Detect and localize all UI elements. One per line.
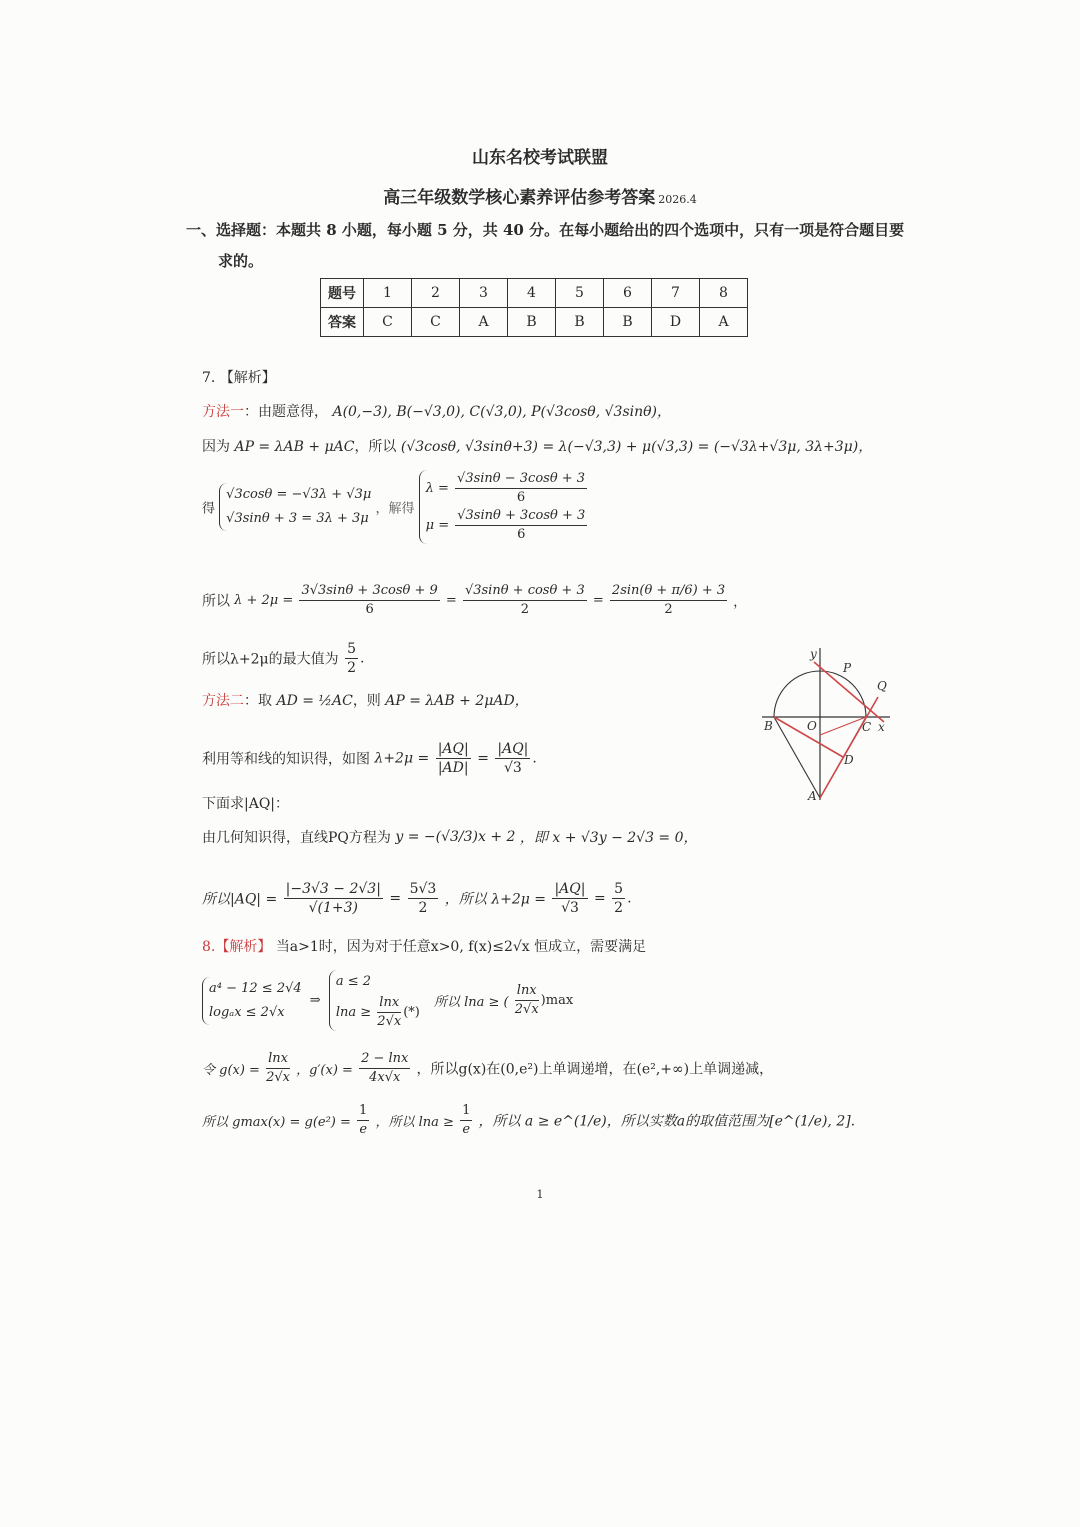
geometry-figure (752, 640, 902, 810)
fraction: $\frac{2\sin(\theta + \pi/6) + 3}{2}$ (611, 583, 726, 617)
table-row-answers (321, 308, 748, 337)
table-cell: A (460, 308, 508, 337)
table-cell: 8 (700, 279, 748, 308)
method2-label: 方法二 (202, 693, 244, 709)
method1-intro: ：由题意得， (244, 404, 328, 420)
table-cell: B (604, 308, 652, 337)
vector-equation-2: (√3cosθ, √3sinθ+3) = λ(−√3,3) + μ(√3,3) = (−√3λ+√3μ, 3λ+3μ)， (400, 439, 873, 455)
method1-points: A(0,−3), B(−√3,0), C(√3,0), P(√3cosθ, √3sinθ)， (332, 404, 672, 420)
q7-system-line (202, 470, 589, 544)
q8-final-line (202, 1102, 855, 1139)
q7-geometry-line (202, 827, 698, 847)
subtitle-text: 高三年级数学核心素养评估参考答案 (383, 188, 656, 208)
table-cell: C (412, 308, 460, 337)
max-text: 所以λ+2μ的最大值为 (202, 651, 339, 668)
method2-ad: AD = ½AC (276, 693, 353, 709)
solve-text: ，解得 (375, 501, 415, 517)
equation-row: √3cosθ = −√3λ + √3μ (226, 487, 372, 502)
line-equation: y = −(√3/3)x + 2 (395, 829, 516, 845)
method2-then: ，则 (352, 693, 381, 709)
q8-system-line: a⁴ − 12 ≤ 2√4 logₐx ≤ 2√x ⇒ a ≤ 2 lna ≥ $\frac{\ln x}{2√x}$ (*) 所以 lna ≥ ( $\frac{\ln x}{2√x}$ )max (202, 970, 573, 1031)
label-o: O (807, 719, 817, 733)
fraction: $\frac{1}{e}$ (462, 1103, 471, 1137)
q7-vector-line (202, 436, 872, 456)
fraction: $\frac{\ln x}{2√x}$ (266, 1051, 290, 1085)
range-text: ，所以 a ≥ e^(1/e)，所以实数a的取值范围为[e^(1/e), 2]. (478, 1113, 856, 1130)
contour-text: 利用等和线的知识得，如图 (202, 751, 370, 768)
label-a: A (808, 789, 817, 803)
method1-label: 方法一 (202, 404, 244, 420)
inequality-row: logₐx ≤ 2√x (209, 1004, 285, 1020)
label-x: x (878, 720, 885, 734)
fraction: $\frac{1}{e}$ (359, 1103, 368, 1137)
fraction: $\frac{5}{2}$ (347, 641, 356, 676)
document-title: 山东名校考试联盟 (472, 148, 608, 168)
fraction: $\frac{√3\sin\theta + \cos\theta + 3}{2}$ (464, 583, 585, 617)
label-b: B (764, 719, 773, 733)
max-subscript: )max (540, 993, 574, 1008)
fraction: $\frac{|-3√3 - 2√3|}{√(1+3)}$ (285, 881, 381, 916)
g-def: 令 g(x) = (202, 1063, 260, 1078)
contour-eq: λ+2μ = (374, 750, 430, 767)
table-cell: 2 (412, 279, 460, 308)
document-date: 2026.4 (658, 193, 697, 206)
table-cell: B (508, 308, 556, 337)
suoyi-text: 所以 (202, 593, 230, 610)
aq-text: 所以|AQ| = (202, 891, 278, 908)
label-d: D (844, 753, 854, 767)
inequality-row: lna ≥ $\frac{\ln x}{2√x}$ (*) (335, 995, 420, 1029)
fraction: $\frac{3√3\sin\theta + 3\cos\theta + 9}{6}$ (301, 583, 438, 617)
table-header-cell: 答案 (321, 308, 364, 337)
fraction: $\frac{|AQ|}{√3}$ (497, 741, 529, 776)
line-equation-2: ，即 x + √3y − 2√3 = 0， (519, 830, 698, 846)
inequality-row: a⁴ − 12 ≤ 2√4 (209, 980, 302, 996)
fraction: $\frac{√3\sin\theta - 3\cos\theta + 3}{6}$ (457, 471, 586, 505)
table-cell: 5 (556, 279, 604, 308)
monotonicity: ，所以g(x)在(0,e²)上单调递增，在(e²,+∞)上单调递减， (416, 1061, 774, 1078)
gprime-def: ，g′(x) = (296, 1063, 353, 1078)
q7-method2-line (202, 690, 529, 710)
table-cell: 6 (604, 279, 652, 308)
fraction: $\frac{√3\sin\theta + 3\cos\theta + 3}{6}$ (457, 508, 586, 542)
table-cell: D (652, 308, 700, 337)
fraction: $\frac{5√3}{2}$ (409, 881, 437, 916)
system-of-inequalities-2 (329, 970, 420, 1031)
fraction: $\frac{2 - \ln x}{4x√x}$ (361, 1051, 409, 1085)
q7-contour-line: 利用等和线的知识得，如图 λ+2μ = $\frac{|AQ|}{|AD|}$ = $\frac{|AQ|}{√3}$ . (202, 741, 537, 776)
table-row-questions (321, 279, 748, 308)
equation-row: √3sinθ + 3 = 3λ + 3μ (226, 511, 369, 526)
fraction: $\frac{|AQ|}{|AD|}$ (437, 741, 469, 776)
geom-text: 由几何知识得，直线PQ方程为 (202, 830, 391, 846)
vector-equation: AP = λAB + μAC (234, 439, 355, 455)
fraction: $\frac{|AQ|}{√3}$ (554, 881, 586, 916)
q8-intro-line (202, 936, 646, 956)
section-heading-cont: 求的。 (218, 252, 264, 270)
q7-sum-line: 所以 λ + 2μ = $\frac{3√3\sin\theta + 3\cos\theta + 9}{6}$ = $\frac{√3\sin\theta + \cos\theta + 3}{2}$ = $\frac{2\sin(\theta + \pi/6) + 3}{2}$ ， (202, 583, 747, 617)
answer-table (320, 278, 748, 337)
table-cell: 1 (364, 279, 412, 308)
table-cell: B (556, 308, 604, 337)
q8-text2: 所以 lna ≥ ( (433, 995, 509, 1010)
q8-text1: 当a>1时，因为对于任意x>0, f(x)≤2√x 恒成立，需要满足 (275, 939, 647, 955)
table-cell: C (364, 308, 412, 337)
lna-text: ，所以 lna ≥ (375, 1115, 454, 1130)
label-c: C (862, 720, 872, 734)
table-cell: A (700, 308, 748, 337)
label-q: Q (877, 679, 887, 693)
so-text: ，所以 (354, 439, 397, 455)
fraction: $\frac{\ln x}{2√x}$ (514, 983, 539, 1017)
document-subtitle (0, 183, 1080, 208)
fraction: $\frac{5}{2}$ (614, 881, 624, 916)
segment-aq (820, 697, 878, 798)
table-header-cell: 题号 (321, 279, 364, 308)
q8-g-line (202, 1050, 773, 1087)
because-text: 因为 (202, 439, 230, 455)
system-of-equations (219, 483, 371, 531)
q7-method1-line (202, 401, 671, 421)
method2-text: ：取 (244, 693, 272, 709)
table-cell: 7 (652, 279, 700, 308)
q7-heading: 7. 【解析】 (202, 370, 276, 386)
lambda-row: λ = $\frac{√3\sin\theta - 3\cos\theta + 3}{6}$ (425, 471, 586, 505)
q7-aq-line: 所以|AQ| = $\frac{|-3√3 - 2√3|}{√(1+3)}$ = $\frac{5√3}{2}$ ，所以 λ+2μ = $\frac{|AQ|}{√3}$ = $\frac{5}{2}$ . (202, 881, 632, 916)
q7-max-line: 所以λ+2μ的最大值为 $\frac{5}{2}$ . (202, 641, 365, 676)
segment-oc (820, 717, 866, 735)
table-cell: 4 (508, 279, 556, 308)
system-of-inequalities (202, 977, 302, 1025)
section-heading: 一、选择题：本题共 8 小题，每小题 5 分，共 40 分。在每小题给出的四个选项中，只有一项是符合题目要 (186, 221, 905, 239)
gmax-text: 所以 gmax(x) = g(e²) = (202, 1115, 351, 1130)
inequality-row: a ≤ 2 (335, 974, 372, 989)
de-text: 得 (202, 501, 216, 517)
label-p: P (843, 661, 852, 675)
fraction: $\frac{\ln x}{2√x}$ (377, 995, 402, 1029)
label-y: y (810, 647, 817, 661)
table-cell: 3 (460, 279, 508, 308)
solution-system (419, 470, 590, 544)
sum-lhs: λ + 2μ = (234, 593, 294, 608)
q7-below-line: 下面求|AQ|： (202, 796, 290, 812)
q8-label: 8.【解析】 (202, 939, 272, 955)
method2-ap: AP = λAB + 2μAD， (385, 693, 529, 709)
page-number: 1 (536, 1188, 544, 1201)
mu-row: μ = $\frac{√3\sin\theta + 3\cos\theta + 3}{6}$ (425, 508, 586, 542)
aq-text-2: ，所以 λ+2μ = (444, 891, 547, 908)
